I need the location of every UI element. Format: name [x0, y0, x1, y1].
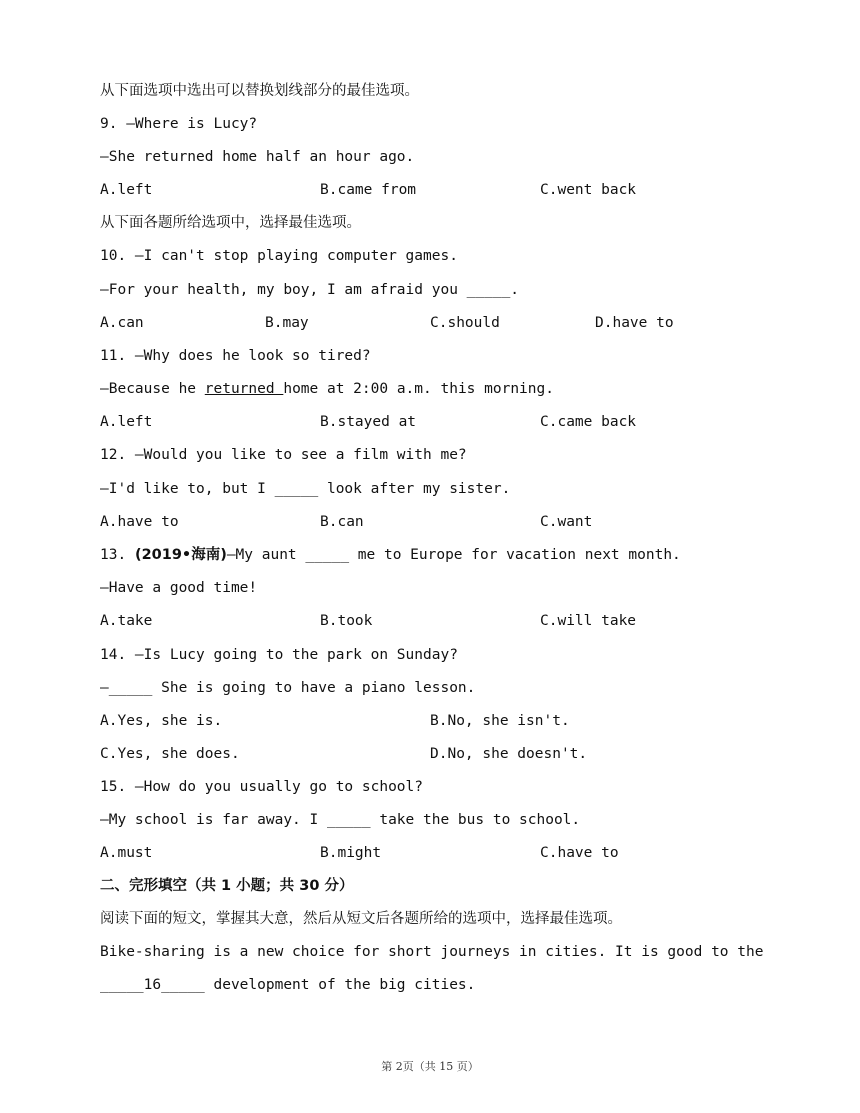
- question-11-option-b: B.stayed at: [320, 414, 417, 430]
- question-13-reply: —Have a good time!: [100, 580, 258, 596]
- question-11-option-a: A.left: [100, 414, 153, 430]
- question-10-option-b: B.may: [265, 315, 309, 331]
- underlined-word: returned: [204, 381, 284, 397]
- question-10-option-c: C.should: [430, 315, 500, 331]
- question-12-prompt: 12. —Would you like to see a film with me?: [100, 447, 467, 463]
- passage-line-2: _____16_____ development of the big cities.: [100, 977, 476, 993]
- question-13-source: (2019•海南): [134, 547, 227, 563]
- question-14-option-d: D.No, she doesn't.: [430, 746, 588, 762]
- question-13-option-c: C.will take: [540, 613, 637, 629]
- question-12-reply: —I'd like to, but I _____ look after my sister.: [100, 481, 511, 497]
- page-footer: 第 2页（共 15 页）: [381, 1060, 479, 1073]
- question-9-option-c: C.went back: [540, 182, 637, 198]
- question-11-reply-post: home at 2:00 a.m. this morning.: [283, 381, 554, 397]
- question-13-option-a: A.take: [100, 613, 153, 629]
- question-9-prompt: 9. —Where is Lucy?: [100, 116, 258, 132]
- question-14-option-a: A.Yes, she is.: [100, 713, 223, 729]
- question-10-prompt: 10. —I can't stop playing computer games.: [100, 248, 458, 264]
- question-9-option-a: A.left: [100, 182, 153, 198]
- question-13-text: —My aunt _____ me to Europe for vacation next month.: [226, 547, 681, 563]
- passage-line-1: Bike-sharing is a new choice for short journeys in cities. It is good to the: [100, 944, 764, 960]
- question-14-option-c: C.Yes, she does.: [100, 746, 240, 762]
- question-15-option-b: B.might: [320, 845, 382, 861]
- question-13-prompt: [100, 545, 681, 565]
- question-15-prompt: 15. —How do you usually go to school?: [100, 779, 424, 795]
- question-9-reply: —She returned home half an hour ago.: [100, 149, 415, 165]
- question-12-option-a: A.have to: [100, 514, 179, 530]
- section-heading: 二、完形填空（共 1 小题；共 30 分）: [100, 878, 354, 894]
- question-12-option-b: B.can: [320, 514, 364, 530]
- question-13-option-b: B.took: [320, 613, 373, 629]
- section-instruction: 阅读下面的短文，掌握其大意，然后从短文后各题所给的选项中，选择最佳选项。: [100, 911, 622, 927]
- question-10-option-d: D.have to: [595, 315, 674, 331]
- question-10-reply: —For your health, my boy, I am afraid you _____.: [100, 282, 520, 298]
- question-11-prompt: 11. —Why does he look so tired?: [100, 348, 371, 364]
- question-14-reply: —_____ She is going to have a piano lesson.: [100, 680, 476, 696]
- question-14-option-b: B.No, she isn't.: [430, 713, 570, 729]
- question-9-option-b: B.came from: [320, 182, 417, 198]
- question-15-option-c: C.have to: [540, 845, 619, 861]
- question-11-reply: [100, 379, 554, 399]
- question-11-option-c: C.came back: [540, 414, 637, 430]
- question-14-prompt: 14. —Is Lucy going to the park on Sunday?: [100, 647, 458, 663]
- question-12-option-c: C.want: [540, 514, 593, 530]
- instruction-replace-underlined: 从下面选项中选出可以替换划线部分的最佳选项。: [100, 83, 419, 99]
- question-13-number: 13.: [100, 547, 127, 563]
- question-10-option-a: A.can: [100, 315, 144, 331]
- question-15-option-a: A.must: [100, 845, 153, 861]
- question-15-reply: —My school is far away. I _____ take the bus to school.: [100, 812, 581, 828]
- instruction-choose-best: 从下面各题所给选项中，选择最佳选项。: [100, 215, 361, 231]
- question-11-reply-pre: —Because he: [100, 381, 205, 397]
